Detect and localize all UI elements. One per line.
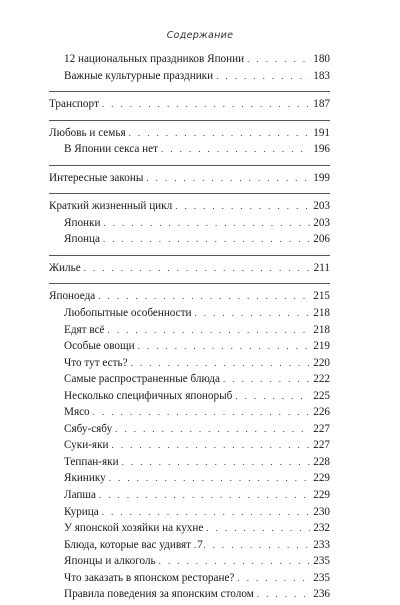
toc-entry-page: 206 [313, 233, 330, 246]
toc-entry-page: 191 [313, 126, 330, 139]
toc-subentry [49, 143, 330, 160]
toc-subentry [49, 53, 330, 70]
toc-subentry [49, 472, 330, 489]
dot-leader [235, 391, 310, 401]
toc-entry-title: Транспорт [49, 98, 99, 111]
toc-subentry [49, 439, 330, 456]
toc-entry-page: 180 [313, 53, 330, 65]
dot-leader [112, 440, 311, 450]
toc-subentry [49, 217, 330, 234]
toc-entry [49, 262, 330, 279]
toc-entry-title: Суки-яки [64, 439, 109, 452]
toc-entry-page: 227 [313, 439, 330, 452]
toc-subentry [49, 390, 330, 407]
toc-entry-page: 229 [313, 489, 330, 502]
toc-entry-title: Интересные законы [49, 171, 144, 184]
dot-leader [159, 556, 310, 566]
dot-leader [161, 144, 310, 154]
toc-entry-page: 230 [313, 505, 330, 518]
toc-entry-title: В Японии секса нет [64, 143, 158, 156]
toc-entry-page: 215 [313, 290, 330, 303]
toc-entry [49, 290, 330, 307]
table-of-contents [49, 53, 330, 605]
toc-entry-page: 203 [313, 200, 330, 213]
section-divider [49, 91, 330, 92]
toc-subentry [49, 456, 330, 473]
toc-entry-title: Что заказать в японском ресторане? [64, 571, 235, 584]
toc-entry-title: Японцы и алкоголь [64, 555, 156, 568]
dot-leader [129, 128, 310, 138]
toc-entry [49, 200, 330, 217]
toc-entry-title: Важные культурные праздники [64, 69, 214, 82]
toc-entry-page: 219 [313, 340, 330, 353]
toc-subentry [49, 307, 330, 324]
toc-entry-page: 218 [313, 323, 330, 336]
dot-leader [216, 71, 310, 81]
dot-leader [102, 507, 310, 517]
dot-leader [247, 54, 310, 64]
toc-entry-page: 226 [313, 406, 330, 419]
toc-entry-page: 229 [313, 472, 330, 485]
toc-entry-page: 220 [313, 356, 330, 369]
section-divider [49, 120, 330, 121]
dot-leader [102, 99, 310, 109]
toc-entry-title: Особые овощи [64, 340, 135, 353]
dot-leader [257, 589, 310, 599]
dot-leader [103, 234, 310, 244]
dot-leader [108, 325, 310, 335]
dot-leader [206, 523, 310, 533]
section-divider [49, 165, 330, 166]
toc-subentry [49, 340, 330, 357]
running-header: Содержание [166, 30, 234, 41]
dot-leader [146, 173, 310, 183]
toc-entry-title: Несколько специфичных японорыб [64, 389, 233, 402]
toc-entry-title: Якинику [64, 472, 106, 485]
dot-leader [103, 218, 310, 228]
toc-entry-title: Правила поведения за японским столом [64, 588, 254, 601]
toc-entry-page: 203 [313, 216, 330, 229]
toc-entry-page: 222 [313, 373, 330, 386]
toc-subentry [49, 588, 330, 605]
toc-entry-title: Блюда, которые вас удивят [64, 538, 192, 551]
toc-entry [49, 127, 330, 144]
toc-entry-page: 235 [313, 571, 330, 584]
dot-leader [99, 490, 310, 500]
toc-entry-title: Любопытные особенности [64, 307, 192, 320]
toc-entry [49, 172, 330, 189]
toc-entry-page: 233 [313, 538, 330, 551]
toc-entry-page: 196 [313, 143, 330, 156]
toc-entry-title: Теппан-яки [64, 455, 119, 468]
toc-subentry [49, 423, 330, 440]
toc-subentry [49, 522, 330, 539]
toc-entry-page: 228 [313, 455, 330, 468]
toc-entry-title: Жилье [49, 261, 81, 274]
toc-entry-title: Краткий жизненный цикл [49, 200, 173, 213]
toc-subentry [49, 489, 330, 506]
toc-subentry [49, 572, 330, 589]
toc-entry-title: Японки [64, 216, 101, 229]
toc-entry-page: 187 [313, 98, 330, 111]
dot-leader [122, 457, 310, 467]
toc-entry-page: 225 [313, 389, 330, 402]
toc-entry-title: У японской хозяйки на кухне [64, 522, 204, 535]
toc-subentry [49, 555, 330, 572]
dot-leader [237, 573, 310, 583]
toc-entry-title: 12 национальных праздников Японии [64, 53, 245, 65]
toc-subentry [49, 357, 330, 374]
toc-subentry [49, 324, 330, 341]
dot-leader [84, 263, 310, 273]
toc-entry-page: 199 [313, 171, 330, 184]
toc-entry-page: 183 [313, 69, 330, 82]
dot-leader [115, 424, 310, 434]
page-number: 7 [197, 539, 203, 551]
toc-entry-page: 235 [313, 555, 330, 568]
toc-entry-title: Японоеда [49, 290, 96, 303]
toc-subentry [49, 373, 330, 390]
toc-entry-page: 236 [313, 588, 330, 601]
toc-entry-title: Мясо [64, 406, 90, 419]
section-divider [49, 193, 330, 194]
dot-leader [131, 358, 310, 368]
toc-subentry [49, 233, 330, 250]
dot-leader [223, 374, 310, 384]
toc-entry-title: Лапша [64, 489, 96, 502]
toc-subentry [49, 506, 330, 523]
dot-leader [138, 341, 310, 351]
dot-leader [93, 407, 310, 417]
toc-entry-title: Что тут есть? [64, 356, 128, 369]
toc-entry-title: Любовь и семья [49, 126, 126, 139]
toc-entry [49, 98, 330, 115]
section-divider [49, 283, 330, 284]
section-divider [49, 255, 330, 256]
toc-subentry [49, 70, 330, 87]
toc-entry-title: Самые распространенные блюда [64, 373, 220, 386]
toc-entry-page: 218 [313, 307, 330, 320]
toc-subentry [49, 406, 330, 423]
toc-entry-title: Курица [64, 505, 99, 518]
dot-leader [109, 473, 310, 483]
toc-entry-title: Сябу-сябу [64, 422, 113, 435]
dot-leader [98, 291, 310, 301]
toc-entry-title: Японца [64, 233, 100, 246]
dot-leader [195, 308, 310, 318]
toc-entry-page: 232 [313, 522, 330, 535]
dot-leader [175, 201, 310, 211]
toc-entry-page: 227 [313, 422, 330, 435]
toc-entry-title: Едят всё [64, 323, 105, 336]
toc-entry-page: 211 [313, 261, 330, 274]
